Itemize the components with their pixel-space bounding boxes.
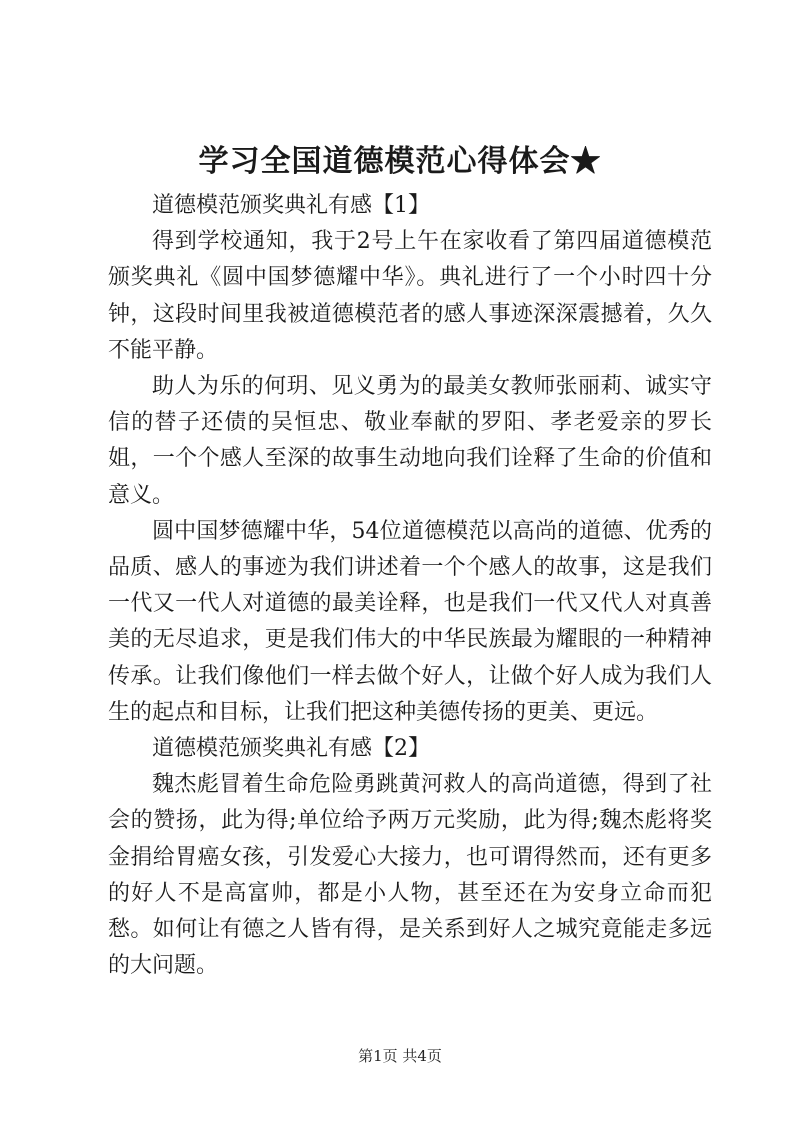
body-paragraph: 魏杰彪冒着生命危险勇跳黄河救人的高尚道德，得到了社会的赞扬，此为得;单位给予两万元奖励，此为得;魏杰彪将奖金捐给胃癌女孩，引发爱心大接力，也可谓得然而，还有更多的好人不是高富帅，都是小人物，甚至还在为安身立命而犯愁。如何让有德之人皆有得，是关系到好人之城究竟能走多远的大问题。 (108, 772, 712, 979)
body-paragraph: 得到学校通知，我于2号上午在家收看了第四届道德模范颁奖典礼《圆中国梦德耀中华》。典礼进行了一个小时四十分钟，这段时间里我被道德模范者的感人事迹深深震撼着，久久不能平静。 (108, 229, 712, 363)
body-paragraph: 圆中国梦德耀中华，54位道德模范以高尚的道德、优秀的品质、感人的事迹为我们讲述着一个个感人的故事，这是我们一代又一代人对道德的最美诠释，也是我们一代又代人对真善美的无尽追求，更是我们伟大的中华民族最为耀眼的一种精神传承。让我们像他们一样去做个好人，让做个好人成为我们人生的起点和目标，让我们把这种美德传扬的更美、更远。 (108, 518, 712, 725)
section-heading: 道德模范颁奖典礼有感【2】 (152, 736, 430, 762)
body-paragraph: 助人为乐的何玥、见义勇为的最美女教师张丽莉、诚实守信的替子还债的吴恒忠、敬业奉献的罗阳、孝老爱亲的罗长姐，一个个感人至深的故事生动地向我们诠释了生命的价值和意义。 (108, 374, 712, 508)
document-body (108, 188, 712, 984)
document-title: 学习全国道德模范心得体会★ (198, 144, 602, 179)
section-heading: 道德模范颁奖典礼有感【1】 (152, 193, 430, 218)
page-number-footer: 第1页 共4页 (358, 1047, 442, 1065)
